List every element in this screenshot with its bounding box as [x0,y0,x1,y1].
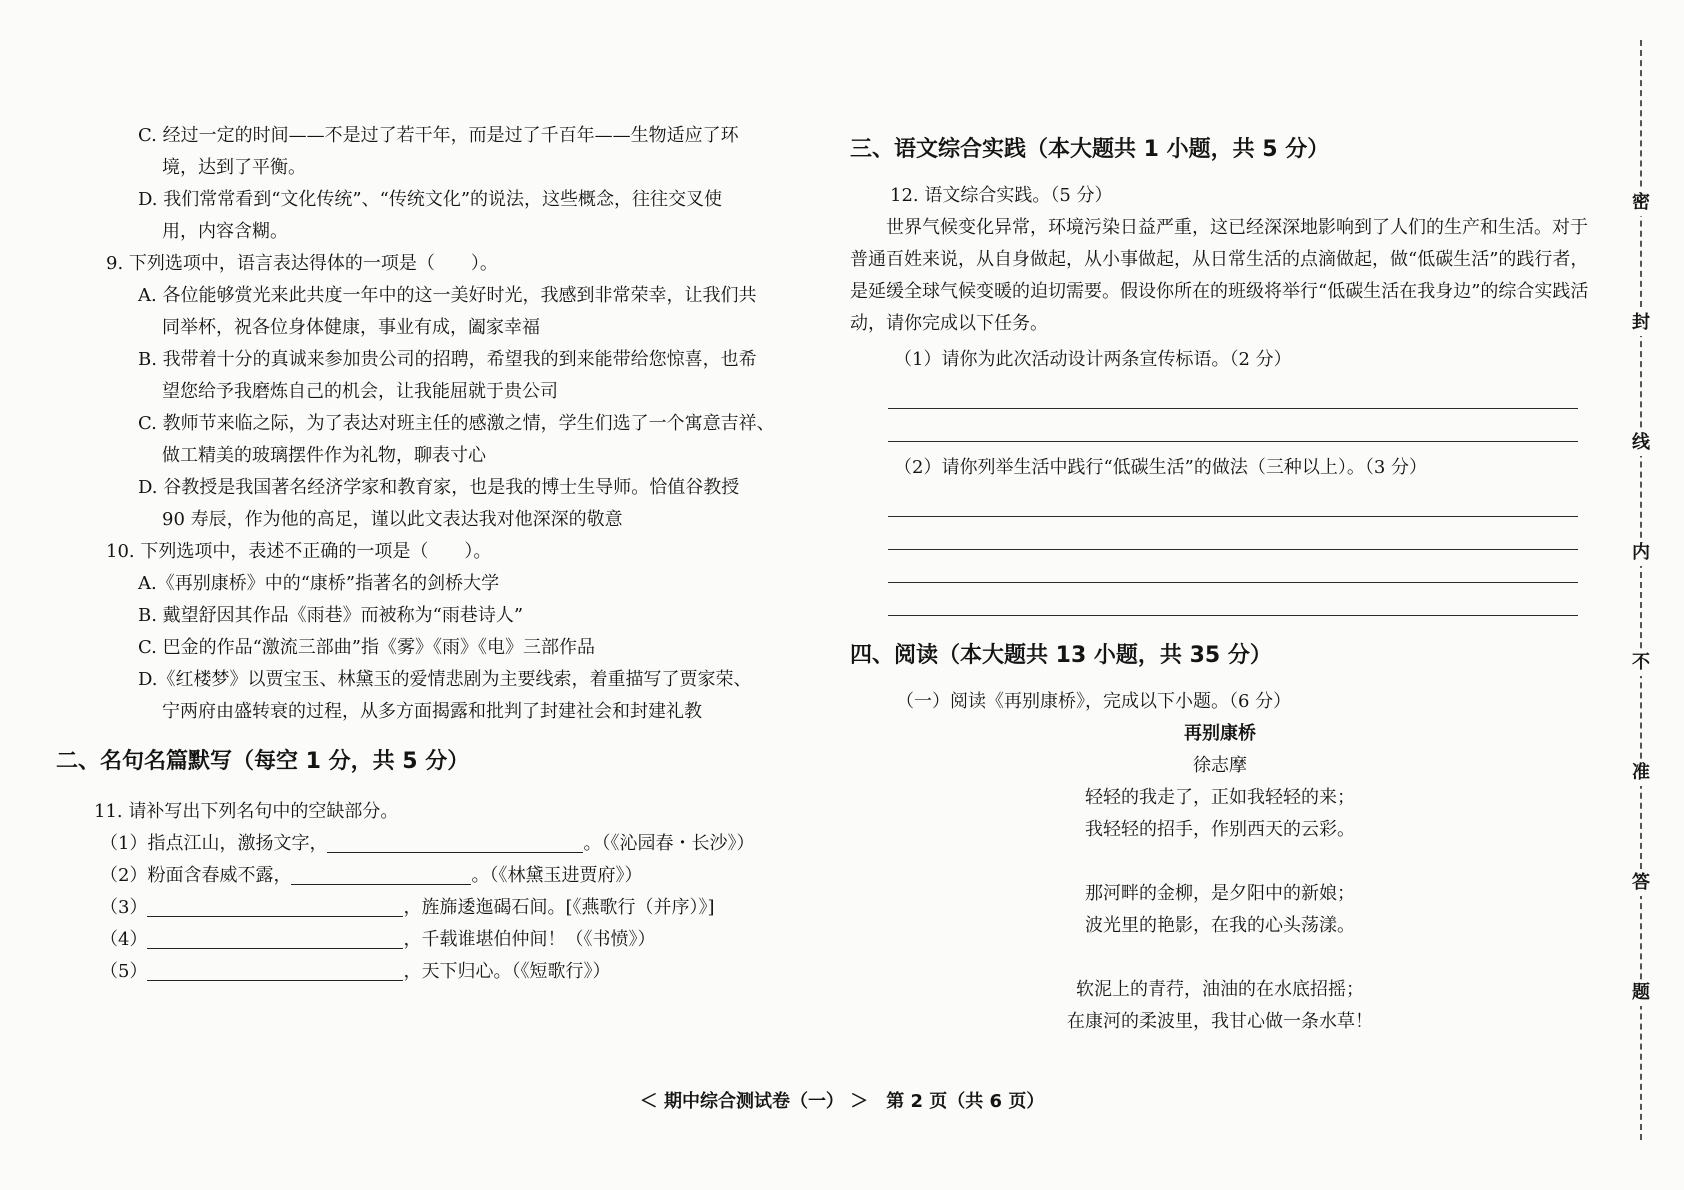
poem-title: 再别康桥 [1184,723,1256,744]
q10-option-a: A.《再别康桥》中的“康桥”指著名的剑桥大学 [138,573,500,594]
left-column [56,120,816,988]
binding-char: 准 [1628,760,1654,786]
q11-item-5-prefix: （5） [100,961,148,982]
q12-sub1: （1）请你为此次活动设计两条宣传标语。（2 分） [894,349,1292,370]
binding-char: 封 [1628,310,1654,336]
poem-line: 那河畔的金柳，是夕阳中的新娘； [1085,883,1355,904]
q11-item-1-suffix: 。（《沁园春・长沙》） [583,833,755,854]
q8-option-d-line1: D. 我们常常看到“文化传统”、“传统文化”的说法，这些概念，往往交叉使 [138,189,723,210]
poem-line: 软泥上的青荇，油油的在水底招摇； [1076,979,1364,1000]
q12-sub2-answer-line-3[interactable] [888,550,1578,583]
q11-blank-3[interactable] [147,896,403,917]
q10-stem: 10. 下列选项中，表述不正确的一项是（ ）。 [106,541,492,562]
q9-option-b-line1: B. 我带着十分的真诚来参加贵公司的招聘，希望我的到来能带给您惊喜，也希 [138,349,757,370]
q11-item-4 [56,924,816,956]
binding-char: 答 [1628,870,1654,896]
q12-sub1-answer-line-2[interactable] [888,409,1578,442]
poem [870,718,1570,1038]
binding-char: 线 [1628,430,1654,456]
section3-heading: 三、语文综合实践（本大题共 1 小题，共 5 分） [850,137,1330,162]
reading1-intro: （一）阅读《再别康桥》，完成以下小题。（6 分） [896,691,1292,712]
poem-line: 在康河的柔波里，我甘心做一条水草！ [1067,1011,1373,1032]
binding-char: 密 [1628,190,1654,216]
q11-item-3-suffix: ，旌旆逶迤碣石间。[《燕歌行（并序）》] [403,897,715,918]
q11-item-1-prefix: （1）指点江山，激扬文字， [100,833,328,854]
q12-sub1-answer-line-1[interactable] [888,376,1578,409]
q11-item-1 [56,828,816,860]
section2-heading: 二、名句名篇默写（每空 1 分，共 5 分） [56,749,470,774]
binding-char: 内 [1628,540,1654,566]
right-column [850,130,1610,1038]
q8-option-c-line1: C. 经过一定的时间——不是过了若干年，而是过了千百年——生物适应了环 [138,125,739,146]
q11-blank-5[interactable] [147,960,403,981]
poem-line: 轻轻的我走了，正如我轻轻的来； [1085,787,1355,808]
q8-option-d-line2: 用，内容含糊。 [162,221,288,242]
q11-item-5-suffix: ，天下归心。（《短歌行》） [403,961,611,982]
q9-option-c-line2: 做工精美的玻璃摆件作为礼物，聊表寸心 [162,445,486,466]
q11-blank-4[interactable] [147,928,403,949]
q12-sub2: （2）请你列举生活中践行“低碳生活”的做法（三种以上）。（3 分） [894,457,1428,478]
q11-stem: 11. 请补写出下列名句中的空缺部分。 [94,801,399,822]
q9-stem: 9. 下列选项中，语言表达得体的一项是（ ）。 [106,253,498,274]
q12-stem: 12. 语文综合实践。（5 分） [890,185,1113,206]
q11-item-2 [56,860,816,892]
q11-blank-1[interactable] [327,832,583,853]
poem-line: 我轻轻的招手，作别西天的云彩。 [1085,819,1355,840]
section4-heading: 四、阅读（本大题共 13 小题，共 35 分） [850,643,1272,668]
poem-author: 徐志摩 [1193,755,1247,776]
q11-item-4-suffix: ，千载谁堪伯仲间！（《书愤》） [403,929,656,950]
q10-option-c: C. 巴金的作品“激流三部曲”指《雾》《雨》《电》三部作品 [138,637,595,658]
poem-line: 波光里的艳影，在我的心头荡漾。 [1085,915,1355,936]
q10-option-d-line2: 宁两府由盛转衰的过程，从多方面揭露和批判了封建社会和封建礼教 [162,701,702,722]
q12-paragraph: 世界气候变化异常，环境污染日益严重，这已经深深地影响到了人们的生产和生活。对于普通百姓来说，从自身做起，从小事做起，从日常生活的点滴做起，做“低碳生活”的践行者，是延缓全球气候变暖的迫切需要。假设你所在的班级将举行“低碳生活在我身边”的综合实践活动，请你完成以下任务。 [850,217,1589,334]
q9-option-a-line2: 同举杯，祝各位身体健康，事业有成，阖家幸福 [162,317,540,338]
q11-item-2-suffix: 。（《林黛玉进贾府》） [471,865,643,886]
q11-blank-2[interactable] [291,864,471,885]
page-footer: ＜ 期中综合测试卷（一） ＞ 第 2 页（共 6 页） [639,1091,1045,1112]
q11-item-2-prefix: （2）粉面含春威不露， [100,865,292,886]
q9-option-d-line2: 90 寿辰，作为他的高足，谨以此文表达我对他深深的敬意 [162,509,623,530]
q10-option-d-line1: D.《红楼梦》以贾宝玉、林黛玉的爱情悲剧为主要线索，着重描写了贾家荣、 [138,669,752,690]
q10-option-b: B. 戴望舒因其作品《雨巷》而被称为“雨巷诗人” [138,605,524,626]
q9-option-a-line1: A. 各位能够赏光来此共度一年中的这一美好时光，我感到非常荣幸，让我们共 [138,285,757,306]
q12-sub2-answer-line-2[interactable] [888,517,1578,550]
q11-item-3-prefix: （3） [100,897,148,918]
q11-item-5 [56,956,816,988]
q12-sub2-answer-line-4[interactable] [888,583,1578,616]
binding-char: 不 [1628,650,1654,676]
q9-option-c-line1: C. 教师节来临之际，为了表达对班主任的感激之情，学生们选了一个寓意吉祥、 [138,413,775,434]
q12-sub2-answer-line-1[interactable] [888,484,1578,517]
q9-option-d-line1: D. 谷教授是我国著名经济学家和教育家，也是我的博士生导师。恰值谷教授 [138,477,740,498]
binding-margin [1620,40,1660,1140]
q11-item-3 [56,892,816,924]
binding-char: 题 [1628,980,1654,1006]
q9-option-b-line2: 望您给予我磨炼自己的机会，让我能屈就于贵公司 [162,381,558,402]
q8-option-c-line2: 境，达到了平衡。 [162,157,306,178]
q11-item-4-prefix: （4） [100,929,148,950]
